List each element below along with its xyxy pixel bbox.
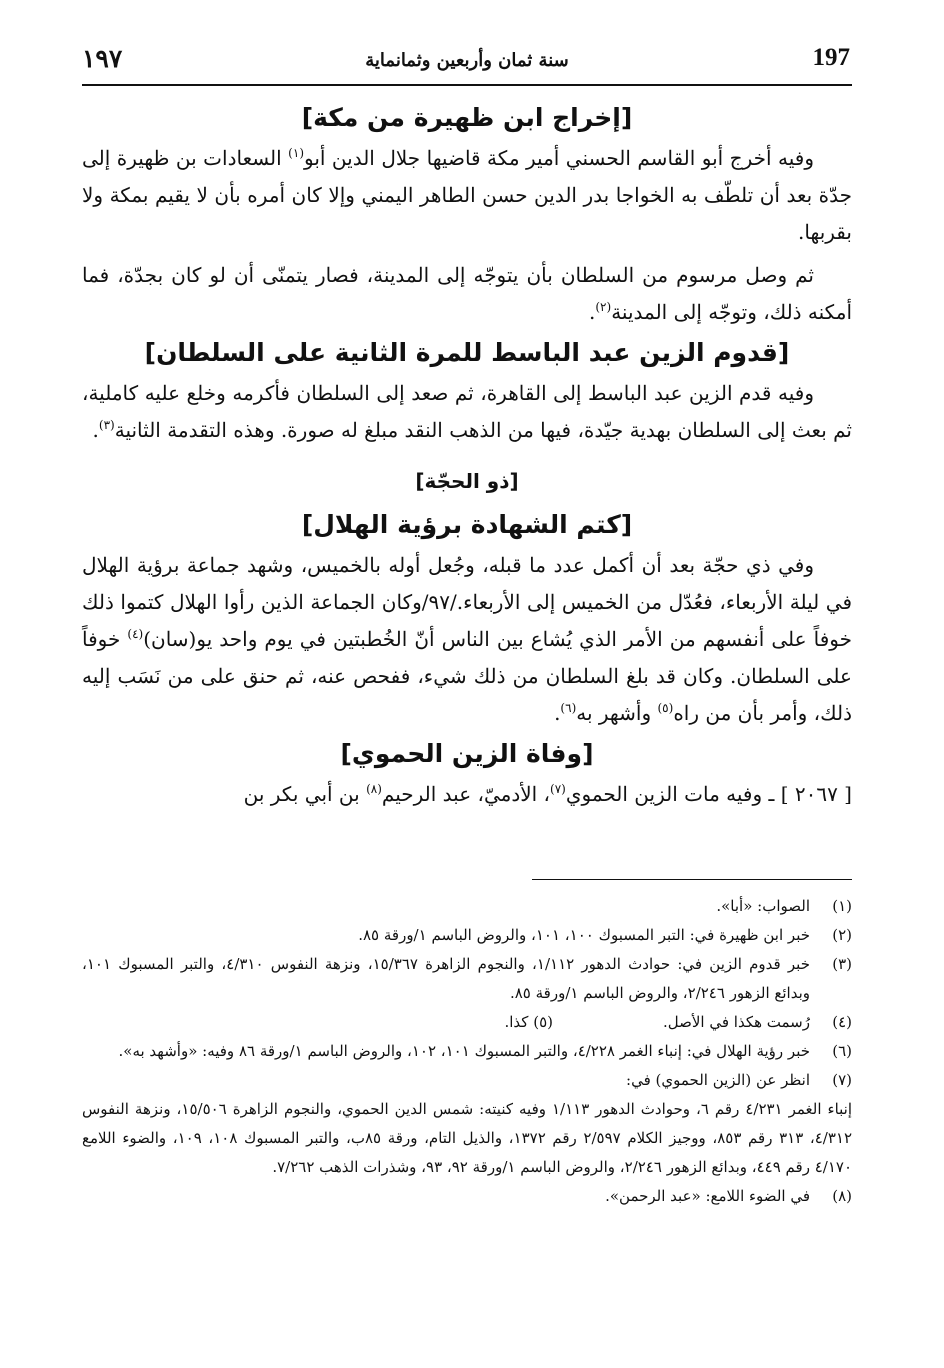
- footnote-text: في الضوء اللامع: «عبد الرحمن».: [605, 1187, 810, 1205]
- running-title: سنة ثمان وأربعين وثمانماية: [365, 50, 569, 71]
- footnote-ref: (٥): [657, 701, 674, 715]
- footnote-text: خبر ابن ظهيرة في: التبر المسبوك ١٠٠، ١٠١، والروض الباسم ١/ورقة ٨٥.: [358, 926, 810, 944]
- footnote-text: خبر قدوم الزين في: حوادث الدهور ١/١١٢، والنجوم الزاهرة ١٥/٣٦٧، ونزهة النفوس ٤/٣١٠، والتبر المسبوك ١٠١، وبدائع الزهور ٢/٢٤٦، والروض الباسم ١/ورقة ٨٥.: [82, 955, 810, 1002]
- page-number-latin: 197: [812, 44, 850, 71]
- section-heading: [قدوم الزين عبد الباسط للمرة الثانية على السلطان]: [144, 338, 790, 367]
- footnote-continuation: إنباء الغمر ٤/٢٣١ رقم ٦، وحوادث الدهور ١/١١٣ وفيه كنيته: شمس الدين الحموي، والنجوم الزاهرة ١٥/٥٠٦، ونزهة النفوس ٤/٣١٢، ٣١٣ رقم ٨٥٣، ووجيز الكلام ٢/٥٩٧ رقم ١٣٧٢، والذيل التام، ورقة ٨٥ب، والتبر المسبوك ١٠٨، ١٠٩، والضوء اللامع ٤/١٧٠ رقم ٤٤٩، وبدائع الزهور ٢/٢٤٦، والروض الباسم ١/ورقة ٩٢، ٩٣، وشذرات الذهب ٧/٢٦٢.: [82, 1100, 853, 1176]
- paragraph: وفيه قدم الزين عبد الباسط إلى القاهرة، ثم صعد إلى السلطان فأكرمه وخلع عليه كاملية، ثم بعث إلى السلطان بهدية جيّدة، فيها من الذهب النقد مبلغ له صورة. وهذه التقدمة الثانية$^{(٣)}$.: [82, 381, 852, 442]
- header-rule: [82, 84, 852, 86]
- footnote-rule: [532, 879, 852, 880]
- footnote-ref: (٧): [550, 782, 566, 796]
- footnote-number: (٨): [832, 1187, 852, 1205]
- footnotes: [82, 892, 852, 1211]
- footnote-number: (٢): [832, 926, 852, 944]
- footnote-ref: (٤): [127, 627, 144, 641]
- footnote-number: (١): [832, 897, 852, 915]
- footnote-text: كذا.: [504, 1013, 529, 1031]
- footnote: [82, 1008, 852, 1037]
- month-heading: [ذو الحجّة]: [415, 469, 519, 493]
- footnote-text: انظر عن (الزين الحموي) في:: [626, 1071, 810, 1089]
- entry-paragraph: [ ٢٠٦٧ ] ـ وفيه مات الزين الحموي$^{(٧)}$، الأدميّ، عبد الرحيم$^{(٨)}$ بن أبي بكر بن: [243, 782, 852, 806]
- footnote-number: (٣): [832, 955, 852, 973]
- footnote-number: (٧): [832, 1071, 852, 1089]
- footnote: [82, 1037, 852, 1066]
- section-heading: [وفاة الزين الحموي]: [340, 739, 594, 768]
- footnote-ref: (٦): [560, 701, 577, 715]
- footnote-ref: (٨): [366, 782, 382, 796]
- section-heading: [كتم الشهادة برؤية الهلال]: [301, 510, 633, 539]
- footnote-ref: (٢): [595, 300, 612, 314]
- footnote-number: (٥): [533, 1013, 553, 1031]
- main-text: [82, 96, 852, 813]
- footnote-text: خبر رؤية الهلال في: إنباء الغمر ٤/٢٢٨، والتبر المسبوك ١٠١، ١٠٢، والروض الباسم ١/ورقة ٨٦ وفيه: «وأشهد به».: [118, 1042, 810, 1060]
- footnote: [82, 892, 852, 921]
- footnote-number: (٤): [832, 1013, 852, 1031]
- footnote-text: الصواب: «أبا».: [716, 897, 810, 915]
- paragraph: ثم وصل مرسوم من السلطان بأن يتوجّه إلى المدينة، فصار يتمنّى أن لو كان بجدّة، فما أمكنه ذلك، وتوجّه إلى المدينة$^{(٢)}$.: [82, 263, 852, 324]
- page-number-arabic: ١٩٧: [82, 44, 123, 73]
- footnote-ref: (٣): [98, 418, 115, 432]
- footnote: [82, 1182, 852, 1211]
- paragraph: وفي ذي حجّة بعد أن أكمل عدد ما قبله، وجُعل أوله بالخميس، وشهد جماعة برؤية الهلال في ليلة الأربعاء، فعُدّل من الخميس إلى الأربعاء./٩٧/وكان الجماعة الذين رأوا الهلال كتموا ذلك خوفاً على أنفسهم من الأمر الذي يُشاع بين الناس أنّ الخُطبتين في يوم واحد يو(سان)$^{(٤)}$ خوفاً على السلطان. وكان قد بلغ السلطان من ذلك شيء، ففحص عنه، ثم حنق على من نَسَب إليه ذلك، وأمر بأن من راه$^{(٥)}$ وأشهر به$^{(٦)}$.: [82, 553, 852, 725]
- section-heading: [إخراج ابن ظهيرة من مكة]: [301, 103, 633, 132]
- footnote-text: رُسمت هكذا في الأصل.(٥) كذا.: [82, 1008, 810, 1037]
- footnote: [82, 921, 852, 950]
- footnote: [82, 950, 852, 1008]
- page-header: [82, 44, 852, 80]
- footnote-inline: [504, 1008, 553, 1037]
- footnote-ref: (١): [288, 146, 304, 160]
- paragraph: وفيه أخرج أبو القاسم الحسني أمير مكة قاضيها جلال الدين أبو$^{(١)}$ السعادات بن ظهيرة إلى جدّة بعد أن تلطّف به الخواجا بدر الدين حسن الطاهر اليمني وإلا كان أمره بأن لا يقيم بمكة ولا بقربها.: [82, 146, 852, 244]
- footnote-number: (٦): [832, 1042, 852, 1060]
- footnote: [82, 1066, 852, 1095]
